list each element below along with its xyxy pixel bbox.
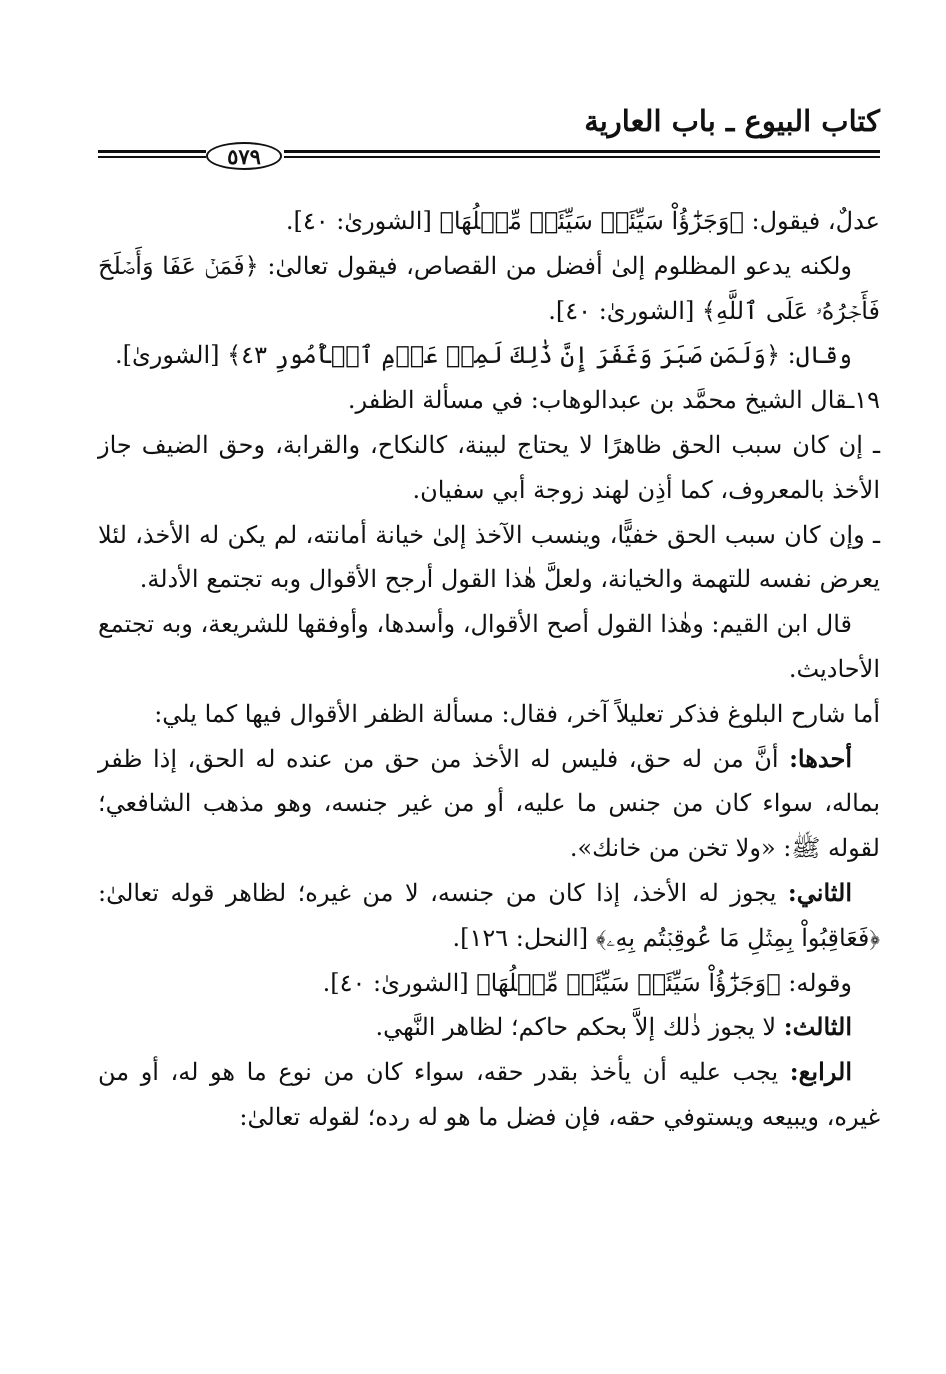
paragraph-text: يجوز له الأخذ، إذا كان من جنسه، لا من غيره؛ لظاهر قوله تعالىٰ: ﴿فَعَاقِبُواْ بِمِثۡلِ مَا عُوقِبۡتُم بِهِۦ﴾ [النحل: ١٢٦]. bbox=[98, 878, 880, 952]
paragraph-1 bbox=[98, 199, 880, 244]
numbered-paragraph-19 bbox=[98, 378, 880, 423]
paragraph-text: أما شارح البلوغ فذكر تعليلاً آخر، فقال: مسألة الظفر الأقوال فيها كما يلي: bbox=[154, 699, 880, 728]
opinion-second bbox=[98, 871, 880, 961]
opinion-first bbox=[98, 737, 880, 871]
paragraph-2 bbox=[98, 244, 880, 334]
rule-line-left-thick bbox=[98, 150, 206, 153]
paragraph-5 bbox=[98, 423, 880, 513]
paragraph-text: ولكنه يدعو المظلوم إلىٰ أفضل من القصاص، فيقول تعالىٰ: ﴿فَمَنۡ عَفَا وَأَصۡلَحَ فَأَجۡرُهُۥ عَلَى ٱللَّهِ﴾ [الشورىٰ: ٤٠]. bbox=[98, 251, 880, 325]
opinion-lead: أحدها: bbox=[789, 743, 852, 773]
paragraph-3 bbox=[98, 333, 880, 378]
opinion-lead: الثاني: bbox=[787, 877, 852, 907]
opinion-lead: الرابع: bbox=[789, 1057, 852, 1087]
paragraph-text: لا يجوز ذٰلك إلاَّ بحكم حاكم؛ لظاهر النَّهي. bbox=[375, 1013, 784, 1042]
paragraph-text: ـ إن كان سبب الحق ظاهرًا لا يحتاج لبينة، كالنكاح، والقرابة، وحق الضيف جاز الأخذ بالمعروف، كما أذِن لهند زوجة أبي سفيان. bbox=[98, 430, 880, 504]
opinion-fourth bbox=[98, 1050, 880, 1140]
rule-line-left-thin bbox=[98, 156, 206, 158]
paragraph-text: أنَّ من له حق، فليس له الأخذ من حق من عنده له الحق، إذا ظفر بماله، سواء كان من جنس ما عليه، أو من غير جنسه، وهو مذهب الشافعي؛ لقوله ﷺ: «ولا تخن من خانك». bbox=[98, 744, 881, 863]
header-rule bbox=[98, 143, 880, 169]
opinion-lead: الثالث: bbox=[783, 1012, 852, 1042]
running-title: كتاب البيوع ـ باب العارية bbox=[584, 104, 880, 138]
rule-line-right-thick bbox=[284, 150, 880, 153]
paragraph-text: قال ابن القيم: وهٰذا القول أصح الأقوال، وأسدها، وأوفقها للشريعة، وبه تجتمع الأحاديث. bbox=[98, 610, 880, 683]
item-number: ١٩ـ bbox=[847, 386, 880, 415]
paragraph-7 bbox=[98, 602, 880, 692]
paragraph-11 bbox=[98, 961, 880, 1006]
paragraph-8 bbox=[98, 692, 880, 737]
page-header bbox=[98, 104, 880, 174]
page-number-oval: ٥٧٩ bbox=[206, 142, 282, 170]
paragraph-text: يجب عليه أن يأخذ بقدر حقه، سواء كان من نوع ما هو له، أو من غيره، ويبيعه ويستوفي حقه، فإن فضل ما هو له رده؛ لقوله تعالىٰ: bbox=[98, 1058, 880, 1131]
paragraph-text: وقوله: ﴿وَجَزَٰٓؤُاْ سَيِّئَةٖ سَيِّئَةٞ مِّثۡلُهَا﴾ [الشورىٰ: ٤٠]. bbox=[322, 968, 852, 997]
rule-line-right-thin bbox=[284, 156, 880, 158]
paragraph-text: قال الشيخ محمَّد بن عبدالوهاب: في مسألة الظفر. bbox=[347, 386, 848, 415]
opinion-third bbox=[98, 1005, 880, 1050]
paragraph-text: عدلٌ، فيقول: ﴿وَجَزَٰٓؤُاْ سَيِّئَةٖ سَيِّئَةٞ مِّثۡلُهَا﴾ [الشورىٰ: ٤٠]. bbox=[285, 207, 880, 235]
page-body bbox=[98, 199, 880, 1140]
paragraph-text: وقال: ﴿وَلَمَن صَبَرَ وَغَفَرَ إِنَّ ذَٰلِكَ لَمِنۡ عَزۡمِ ٱلۡأُمُورِ ٤٣﴾ [الشورىٰ]. bbox=[114, 341, 852, 370]
paragraph-text: ـ وإن كان سبب الحق خفيًّا، وينسب الآخذ إلىٰ خيانة أمانته، لم يكن له الأخذ، لئلا يعرض نفسه للتهمة والخيانة، ولعلَّ هٰذا القول أرجح الأقوال وبه تجتمع الأدلة. bbox=[98, 520, 880, 594]
paragraph-6 bbox=[98, 513, 880, 603]
